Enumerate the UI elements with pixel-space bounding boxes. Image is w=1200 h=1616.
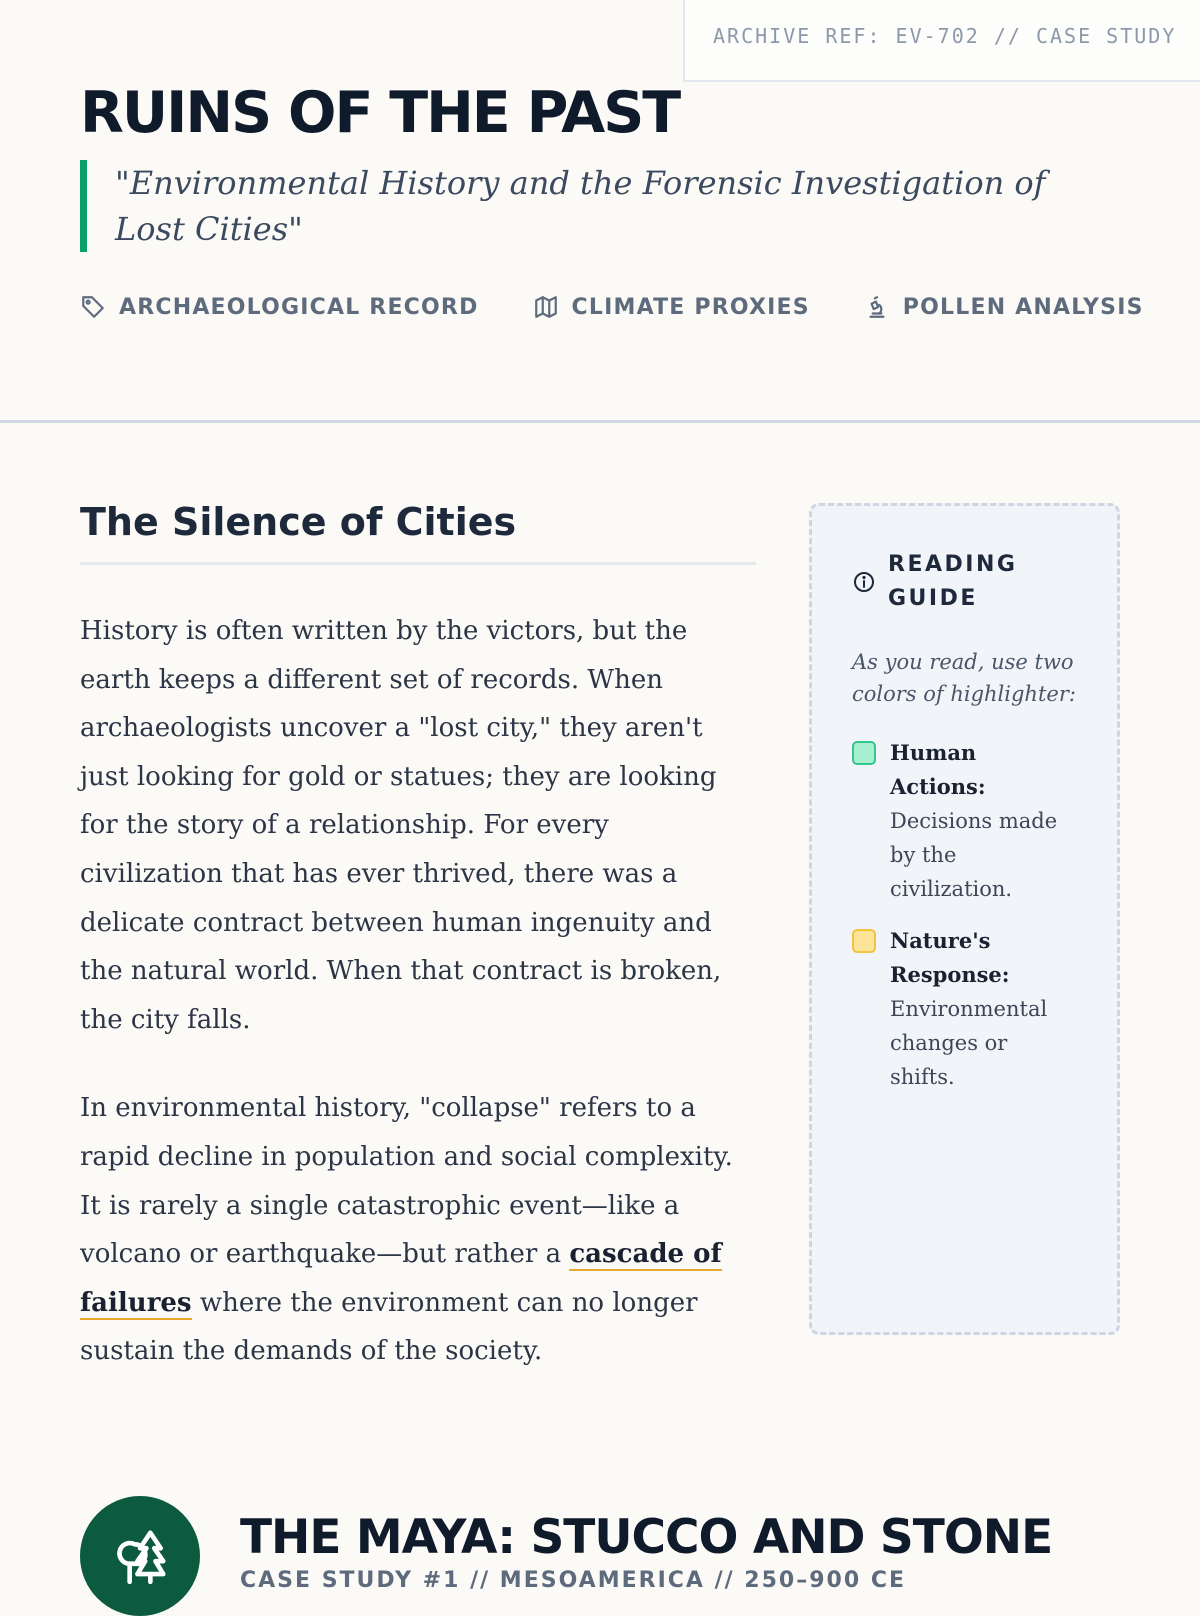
tag-climate-proxies[interactable]	[533, 294, 810, 320]
tag-icon	[80, 294, 106, 320]
legend-item-natures-response	[852, 924, 1087, 1094]
paragraph-2-text: In environmental history, "collapse" refers to a rapid decline in population and social complexity. It is rarely a single catastrophic event—like a volcano or earthquake—but rather a	[80, 1093, 733, 1270]
info-icon	[852, 570, 876, 594]
legend-item-human-actions	[852, 736, 1087, 906]
reading-guide-header	[852, 548, 1087, 616]
legend-description: Environmental changes or shifts.	[890, 997, 1048, 1089]
case-study-header	[80, 1496, 1052, 1616]
subtitle-quote	[80, 160, 1120, 252]
highlighted-term: cascade of failures	[80, 1239, 722, 1318]
reading-guide-title: READING GUIDE	[888, 552, 1018, 611]
tag-label: POLLEN ANALYSIS	[902, 294, 1144, 320]
legend-label: Nature's Response:	[890, 928, 1010, 987]
tag-label: CLIMATE PROXIES	[571, 294, 810, 320]
reading-guide-panel	[809, 503, 1120, 1335]
trees-icon	[109, 1525, 171, 1587]
case-study-badge	[80, 1496, 200, 1616]
topic-tags	[80, 294, 1144, 320]
section-divider	[0, 420, 1200, 423]
case-study-title: THE MAYA: STUCCO AND STONE	[240, 1510, 1053, 1565]
page-title: RUINS OF THE PAST	[80, 80, 680, 146]
legend-text	[890, 736, 1074, 906]
tag-archaeological-record[interactable]	[80, 294, 479, 320]
green-swatch	[852, 741, 876, 765]
paragraph-1: History is often written by the victors, but the earth keeps a different set of records. When archaeologists uncover a "lost city," they aren't just looking for gold or statues; they are looking for the story of a relationship. For every civilization that has ever thrived, there was a delicate contract between human ingenuity and the natural world. When that contract is broken, the city falls.	[80, 616, 722, 1035]
tag-label: ARCHAEOLOGICAL RECORD	[119, 294, 479, 320]
case-study-text	[240, 1510, 1052, 1593]
paragraph-2-text-end: where the environment can no longer sustain the demands of the society.	[80, 1287, 698, 1367]
paragraph-2	[80, 1084, 756, 1376]
subtitle-text: "Environmental History and the Forensic Investigation of Lost Cities"	[115, 164, 1046, 248]
reading-guide-intro: As you read, use two colors of highlighter:	[852, 650, 1076, 706]
yellow-swatch	[852, 929, 876, 953]
case-study-subtitle: CASE STUDY #1 // MESOAMERICA // 250–900 CE	[240, 1568, 906, 1593]
archive-reference: ARCHIVE REF: EV-702 // CASE STUDY	[683, 0, 1200, 82]
legend-label: Human Actions:	[890, 740, 986, 799]
microscope-icon	[864, 294, 890, 320]
map-icon	[533, 294, 559, 320]
section-heading: The Silence of Cities	[80, 500, 756, 565]
legend-description: Decisions made by the civilization.	[890, 809, 1058, 901]
article-body	[80, 500, 756, 1376]
tag-pollen-analysis[interactable]	[864, 294, 1144, 320]
legend-text	[890, 924, 1074, 1094]
